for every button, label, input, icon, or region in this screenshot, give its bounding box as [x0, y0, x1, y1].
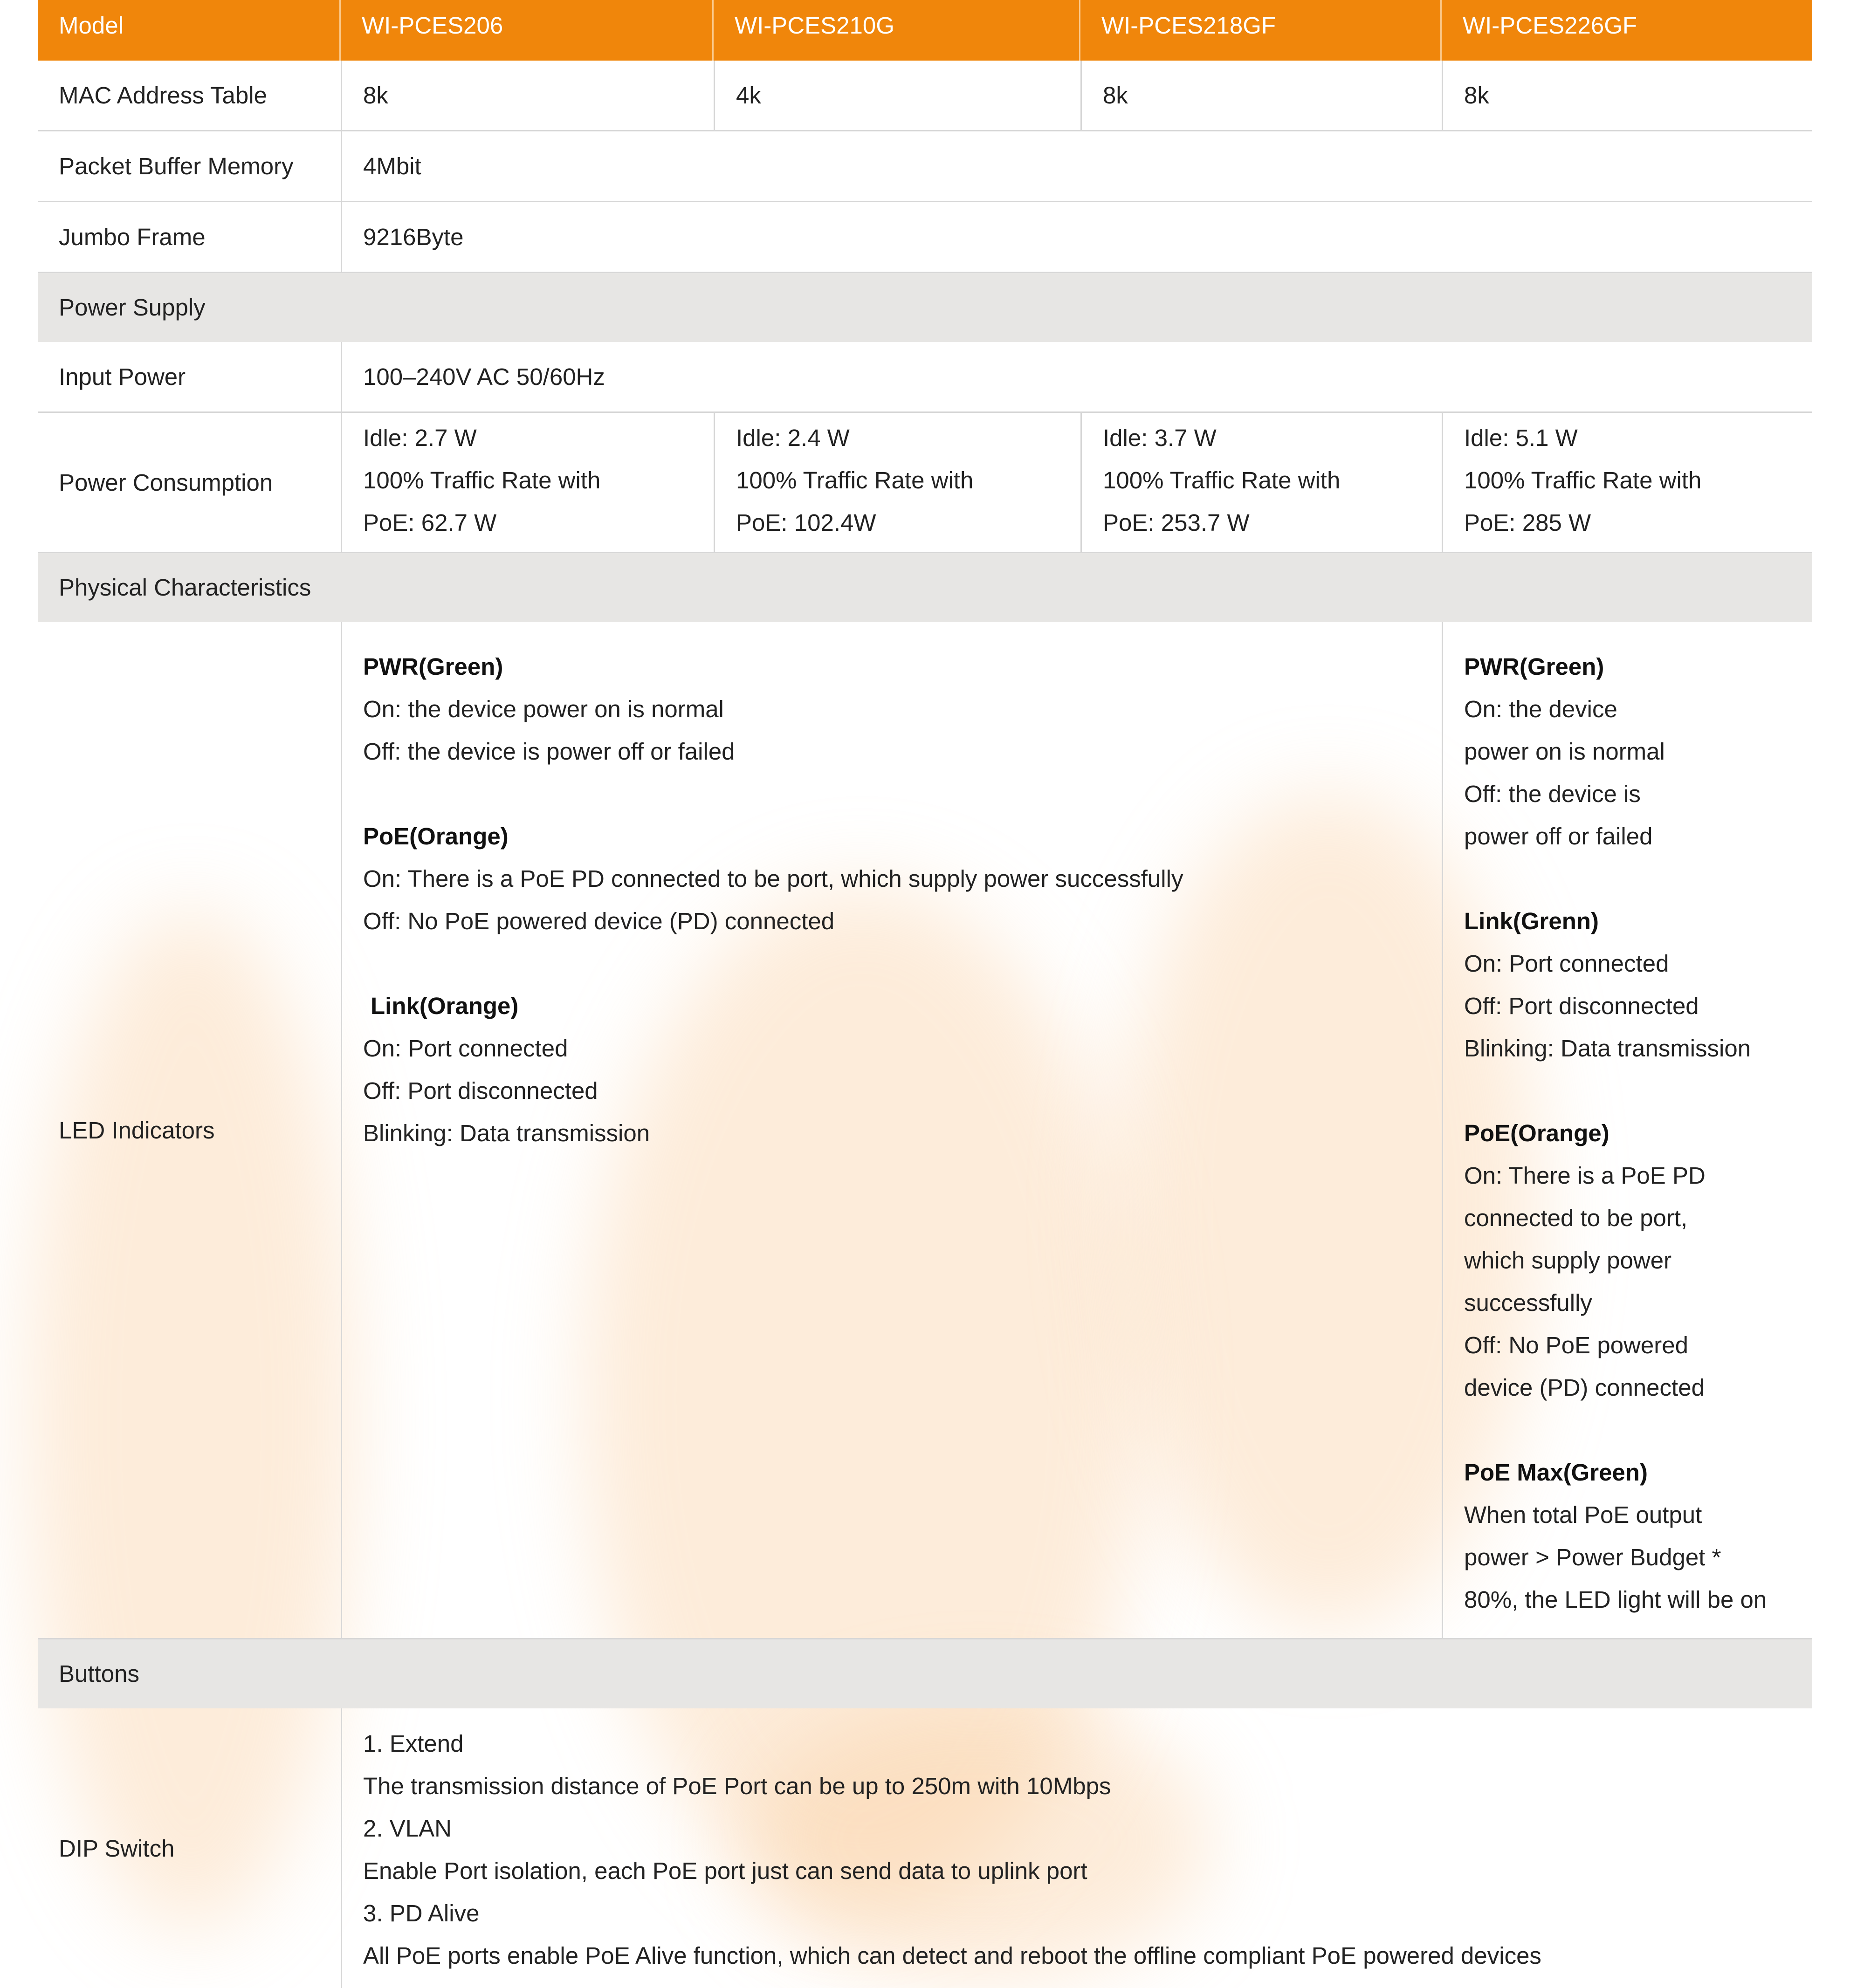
cell-line: Off: No PoE powered: [1464, 1332, 1688, 1358]
table-row-mac: [38, 61, 1812, 131]
cell-line: Idle: 2.7 W: [363, 425, 477, 451]
cell-line: Idle: 3.7 W: [1103, 425, 1217, 451]
cell-line: Off: Port disconnected: [363, 1077, 598, 1104]
led-title: PWR(Green): [363, 653, 503, 680]
cell-line: PoE: 102.4W: [736, 509, 876, 536]
table-cell: [1442, 622, 1812, 1638]
table-cell: [341, 622, 1442, 1638]
table-cell: [1080, 413, 1442, 552]
table-row-input-power: [38, 342, 1812, 413]
row-label: Input Power: [59, 363, 186, 390]
led-title: Link(Grenn): [1464, 908, 1599, 934]
table-row-power-consumption: [38, 413, 1812, 553]
cell-line: power off or failed: [1464, 823, 1653, 850]
cell-line: Off: the device is: [1464, 781, 1641, 807]
cell-line: Off: Port disconnected: [1464, 993, 1699, 1019]
cell-line: 2. VLAN: [363, 1815, 452, 1842]
cell-line: 1. Extend: [363, 1730, 464, 1757]
cell-line: Off: No PoE powered device (PD) connected: [363, 908, 835, 934]
table-cell: [1442, 413, 1812, 552]
spec-table: [38, 0, 1812, 1988]
led-title: PoE(Orange): [363, 823, 509, 850]
cell-line: PoE: 285 W: [1464, 509, 1591, 536]
row-label: Jumbo Frame: [59, 224, 206, 250]
table-cell: 4k: [714, 61, 1080, 130]
table-cell: [341, 1708, 1812, 1988]
table-cell: 100–240V AC 50/60Hz: [341, 342, 1812, 411]
cell-line: On: the device: [1464, 696, 1617, 722]
cell-line: PoE: 62.7 W: [363, 509, 497, 536]
header-model-3: WI-PCES218GF: [1080, 0, 1442, 61]
section-power-supply: [38, 273, 1812, 342]
table-header-row: [38, 0, 1812, 61]
cell-line: On: Port connected: [1464, 950, 1669, 977]
cell-line: Off: the device is power off or failed: [363, 738, 735, 765]
table-row-led: [38, 622, 1812, 1639]
section-title: Power Supply: [59, 294, 206, 321]
cell-line: On: the device power on is normal: [363, 696, 724, 722]
row-label: Packet Buffer Memory: [59, 153, 294, 179]
row-label: DIP Switch: [59, 1835, 175, 1862]
led-title: Link(Orange): [371, 993, 519, 1019]
cell-line: When total PoE output: [1464, 1501, 1702, 1528]
cell-line: 100% Traffic Rate with: [363, 467, 601, 494]
table-cell: 8k: [341, 61, 714, 130]
header-model-1: WI-PCES206: [341, 0, 714, 61]
cell-line: All PoE ports enable PoE Alive function, which can detect and reboot the offline compliant PoE powered devices: [363, 1942, 1541, 1969]
section-physical: [38, 553, 1812, 622]
cell-line: power on is normal: [1464, 738, 1665, 765]
section-buttons: [38, 1639, 1812, 1708]
section-title: Physical Characteristics: [59, 574, 311, 601]
cell-line: Idle: 2.4 W: [736, 425, 850, 451]
cell-line: Blinking: Data transmission: [1464, 1035, 1751, 1062]
cell-line: 80%, the LED light will be on: [1464, 1586, 1767, 1613]
cell-line: successfully: [1464, 1289, 1592, 1316]
header-model: Model: [38, 0, 341, 61]
cell-line: 100% Traffic Rate with: [1103, 467, 1341, 494]
cell-line: 100% Traffic Rate with: [1464, 467, 1702, 494]
cell-line: PoE: 253.7 W: [1103, 509, 1250, 536]
table-row-jumbo: [38, 202, 1812, 273]
cell-line: Blinking: Data transmission: [363, 1120, 650, 1146]
cell-line: 100% Traffic Rate with: [736, 467, 974, 494]
cell-line: On: There is a PoE PD: [1464, 1162, 1706, 1189]
row-label: Power Consumption: [59, 469, 273, 496]
cell-line: which supply power: [1464, 1247, 1672, 1274]
table-cell: [714, 413, 1080, 552]
table-row-dip: [38, 1708, 1812, 1988]
led-title: PoE Max(Green): [1464, 1459, 1648, 1486]
row-label: LED Indicators: [59, 1117, 215, 1144]
led-title: PoE(Orange): [1464, 1120, 1609, 1146]
table-cell: 8k: [1080, 61, 1442, 130]
table-cell: 9216Byte: [341, 202, 1812, 272]
table-cell: 4Mbit: [341, 131, 1812, 201]
table-cell: 8k: [1442, 61, 1812, 130]
cell-line: connected to be port,: [1464, 1205, 1688, 1231]
cell-line: device (PD) connected: [1464, 1374, 1705, 1401]
table-row-buffer: [38, 131, 1812, 202]
row-label: MAC Address Table: [59, 82, 267, 109]
cell-line: On: Port connected: [363, 1035, 568, 1062]
cell-line: Idle: 5.1 W: [1464, 425, 1578, 451]
header-model-4: WI-PCES226GF: [1463, 12, 1637, 39]
cell-line: On: There is a PoE PD connected to be port, which supply power successfully: [363, 865, 1183, 892]
cell-line: Enable Port isolation, each PoE port just can send data to uplink port: [363, 1858, 1087, 1884]
header-model-2: WI-PCES210G: [714, 0, 1080, 61]
cell-line: 3. PD Alive: [363, 1900, 480, 1926]
cell-line: power > Power Budget *: [1464, 1544, 1721, 1570]
led-title: PWR(Green): [1464, 653, 1604, 680]
table-cell: [341, 413, 714, 552]
cell-line: The transmission distance of PoE Port can be up to 250m with 10Mbps: [363, 1773, 1111, 1799]
section-title: Buttons: [59, 1660, 139, 1687]
